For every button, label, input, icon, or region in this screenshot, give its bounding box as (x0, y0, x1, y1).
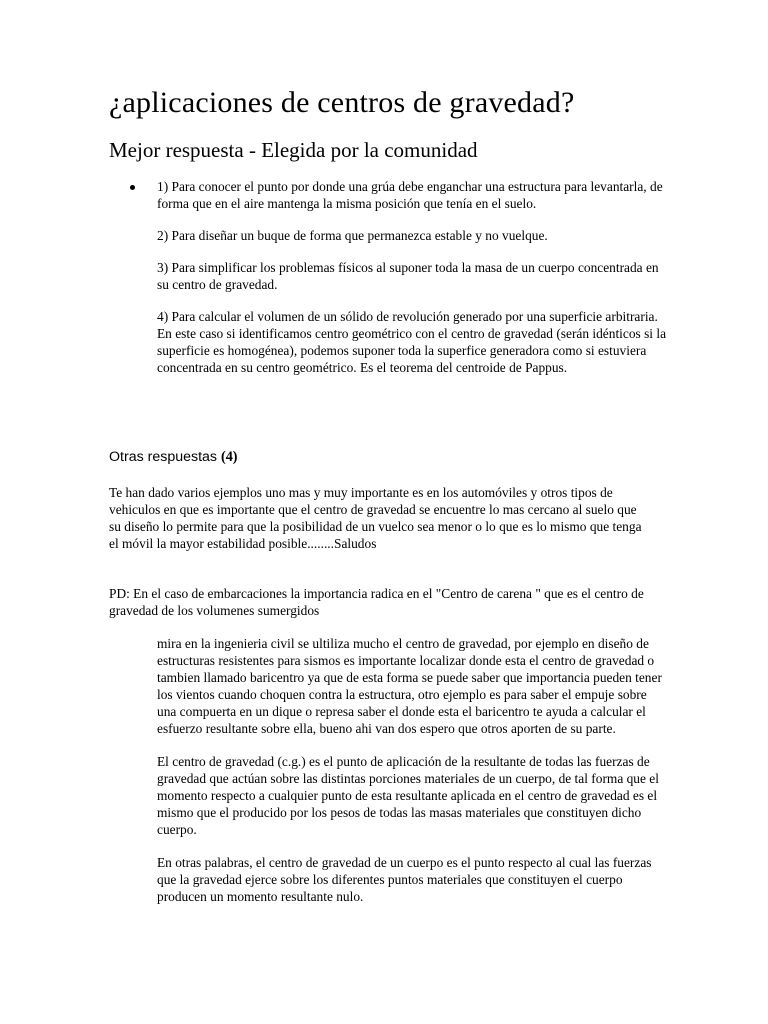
best-answer-item-1: 1) Para conocer el punto por donde una grúa debe enganchar una estructura para levantarla, de forma que en el aire mantenga la misma posición que tenía en el suelo. (157, 179, 663, 211)
other-answer-2: PD: En el caso de embarcaciones la importancia radica en el "Centro de carena " que es el centro de gravedad de los volumenes sumergidos (109, 586, 644, 618)
bullet-icon (130, 185, 135, 190)
other-answers-count: (4) (220, 449, 238, 465)
quoted-answer-2: El centro de gravedad (c.g.) es el punto de aplicación de la resultante de todas las fuerzas de gravedad que actúan sobre las distintas porciones materiales de un cuerpo, de tal forma que el momento respecto a cualquier punto de esta resultante aplicada en el centro de gravedad es el mismo que el producido por los pesos de todas las masas materiales que constituyen dicho cuerpo. (157, 754, 659, 837)
best-answer-item-2: 2) Para diseñar un buque de forma que permanezca estable y no vuelque. (157, 228, 548, 243)
quoted-answer-3: En otras palabras, el centro de gravedad de un cuerpo es el punto respecto al cual las fuerzas que la gravedad ejerce sobre los diferentes puntos materiales que constituyen el cuerpo producen un momento resultante nulo. (157, 855, 652, 904)
best-answer-heading: Mejor respuesta - Elegida por la comunidad (109, 138, 478, 162)
page-title: ¿aplicaciones de centros de gravedad? (109, 86, 575, 119)
quoted-answers (157, 635, 662, 921)
other-answer-1: Te han dado varios ejemplos uno mas y muy importante es en los automóviles y otros tipos de vehiculos en que es importante que el centro de gravedad se encuentre lo mas cercano al suelo que su diseño lo permite para que la posibilidad de un vuelco sea menor o lo que es lo mismo que tenga el móvil la mayor estabilidad posible........Saludos (109, 485, 642, 551)
other-answers-label: Otras respuestas (109, 449, 218, 465)
other-answers-heading (109, 449, 238, 466)
best-answer-body (157, 178, 667, 391)
best-answer-item-3: 3) Para simplificar los problemas físicos al suponer toda la masa de un cuerpo concentrada en su centro de gravedad. (157, 260, 659, 292)
best-answer-item-4: 4) Para calcular el volumen de un sólido de revolución generado por una superficie arbitraria. En este caso si identificamos centro geométrico con el centro de gravedad (serán idénticos si la superficie es homogénea), podemos suponer toda la superfice generadora como si estuviera concentrada en su centro geométrico. Es el teorema del centroide de Pappus. (157, 309, 667, 375)
quoted-answer-1: mira en la ingenieria civil se ultiliza mucho el centro de gravedad, por ejemplo en diseño de estructuras resistentes para sismos es importante localizar donde esta el centro de gravedad o tambien llamado baricentro ya que de esta forma se puede saber que importancia pueden tener los vientos cuando choquen contra la estructura, otro ejemplo es para saber el empuje sobre una compuerta en un dique o represa saber el donde esta el baricentro te ayuda a calcular el esfuerzo resultante sobre ella, bueno ahi van dos espero que otros aporten de su parte. (157, 636, 662, 736)
